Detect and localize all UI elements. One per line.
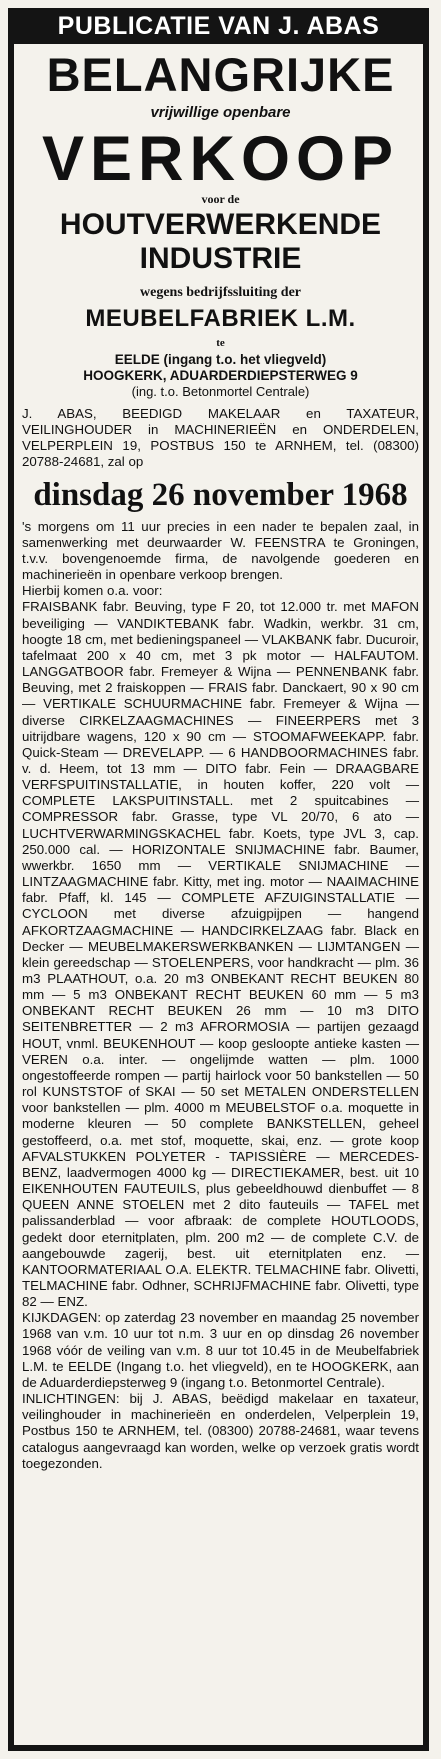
te-text: te: [216, 337, 225, 349]
advert-content: [22, 50, 419, 1472]
time-paragraph: 's morgens om 11 uur precies in een nader te bepalen zaal, in samenwerking met deurwaarder W. FEENSTRA te Groningen, t.v.v. bovengenoemde firma, de navolgende goederen en machinerieën in openbare verkoop brengen.: [22, 518, 419, 583]
headline-belangrijke: BELANGRIJKE: [46, 48, 395, 101]
company-name: MEUBELFABRIEK L.M.: [85, 305, 356, 332]
kijkdagen-paragraph: KIJKDAGEN: op zaterdag 23 november en maandag 25 november 1968 van v.m. 10 uur tot n.m. 3 uur en op dinsdag 26 november 1968 vóór de veiling van v.m. 8 uur tot 10.45 in de Meubelfabriek L.M. te EELDE (Ingang t.o. het vliegveld), en te HOOGKERK, aan de Aduarderdiepsterweg 9 (ingang t.o. Betonmortel Centrale).: [22, 1310, 419, 1390]
lots-intro: Hierbij komen o.a. voor:: [22, 583, 163, 599]
voor-de-text: voor de: [201, 192, 240, 206]
headline-industrie: INDUSTRIE: [139, 242, 302, 275]
lots-list: FRAISBANK fabr. Beuving, type F 20, tot 12.000 tr. met MAFON beveiliging — VANDIKTEBANK fabr. Wadkin, werkbr. 31 cm, hoogte 18 cm, met bedieningspaneel — VLAKBANK fabr. Ducuroir, tafelmaat 200 x 40 cm, met 3 pk motor — HALFAUTOM. LANGGATBOOR fabr. Fremeyer & Wijna — PENNENBANK fabr. Beuving, met 2 fraiskoppen — FRAIS fabr. Danckaert, 90 x 90 cm — VERTIKALE SCHUURMACHINE fabr. Fremeyer & Wijna — diverse CIRKELZAAGMACHINES — FINEERPERS met 3 uitrijdbare wagens, 120 x 90 cm — STOOMAFWEEKAPP. fabr. Quick-Steam — DREVELAPP. — 6 HANDBOORMACHINES fabr. v. d. Heem, tot 13 mm — DITO fabr. Fein — DRAAGBARE VERFSPUITINSTALLATIE, in houten koffer, 220 volt — COMPLETE LAKSPUITINSTALL. met 2 spuitcabines — COMPRESSOR fabr. Grasse, type VL 20/70, 6 ato — LUCHTVERWARMINGSKACHEL fabr. Koets, type JVL 3, cap. 250.000 cal. — HORIZONTALE SNIJMACHINE fabr. Baumer, wwerkbr. 1650 mm — VERTIKALE SNIJMACHINE — LINTZAAGMACHINE fabr. Kitty, met ing. motor — NAAIMACHINE fabr. Pfaff, kl. 145 — COMPLETE AFZUIGINSTALLATIE — CYCLOON met diverse afzuigpijpen — hangend AFKORTZAAGMACHINE — HANDCIRKELZAAG fabr. Black en Decker — MEUBELMAKERSWERKBANKEN — LIJMTANGEN — klein gereedschap — STOELENPERS, voor handkracht — plm. 36 m3 PLAATHOUT, o.a. 20 m3 ONBEKANT RECHT BEUKEN 80 mm — 5 m3 ONBEKANT RECHT BEUKEN 60 mm — 5 m3 ONBEKANT RECHT BEUKEN 26 mm — 10 m3 DITO SEITENBRETTER — 2 m3 AFRORMOSIA — partijen gezaagd HOUT, vnml. BEUKENHOUT — koop gesloopte antieke kasten — VEREN o.a. inter. — ongelijmde watten — plm. 1000 ongestoffeerde rompen — partij hairlock voor 50 bankstellen — 50 rol KUNSTSTOF of SKAI — 50 set METALEN ONDERSTELLEN voor bankstellen — plm. 4000 m MEUBELSTOF o.a. moquette in moderne kleuren — 50 complete BANKSTELLEN, geheel gestoffeerd, o.a. met stof, moquette, skai, enz. — grote koop AFVALSTUKKEN POLYETER - TAPISSIÈRE — MERCEDES-BENZ, laadvermogen 4000 kg — DIRECTIEKAMER, best. uit 10 EIKENHOUTEN FAUTEUILS, plus gebeeldhouwd dienbuffet — 8 QUEEN ANNE STOELEN met 2 dito fauteuils — TAFEL met palissanderblad — voor afbraak: de complete HOUTLOODS, gedekt door eternitplaten, plm. 200 m2 — de complete C.V. de aangebouwde zagerij, best. uit eternitplaten enz. — KANTOORMATERIAAL O.A. ELEKTR. TELMACHINE fabr. Olivetti, TELMACHINE fabr. Odhner, SCHRIJFMACHINE fabr. Olivetti, type 82 — ENZ.: [22, 599, 419, 1310]
subtitle-vrijwillige: vrijwillige openbare: [150, 104, 291, 121]
location-eelde: EELDE (ingang t.o. het vliegveld): [114, 352, 327, 367]
headline-verkoop: VERKOOP: [41, 124, 400, 194]
auction-date: dinsdag 26 november 1968: [33, 476, 408, 513]
inlichtingen-paragraph: INLICHTINGEN: bij J. ABAS, beëdigd makelaar en taxateur, veilinghouder in machinerieën en onderdelen, Velperplein 19, Postbus 150 te ARNHEM, tel. (08300) 20788-24681, waar tevens catalogus aangevraagd kan worden, welke op verzoek gratis wordt toegezonden.: [22, 1391, 419, 1471]
location-note: (ing. t.o. Betonmortel Centrale): [131, 384, 310, 399]
headline-houtverwerkende: HOUTVERWERKENDE: [59, 208, 382, 241]
location-hoogkerk: HOOGKERK, ADUARDERDIEPSTERWEG 9: [83, 368, 358, 383]
publication-header: PUBLICATIE VAN J. ABAS: [8, 8, 429, 44]
wegens-text: wegens bedrijfssluiting der: [140, 285, 301, 300]
intro-paragraph: J. ABAS, BEEDIGD MAKELAAR en TAXATEUR, VEILINGHOUDER in MACHINERIEËN en ONDERDELEN, VELPERPLEIN 19, POSTBUS 150 te ARNHEM, tel. (08300) 20788-24681, zal op: [22, 406, 419, 470]
